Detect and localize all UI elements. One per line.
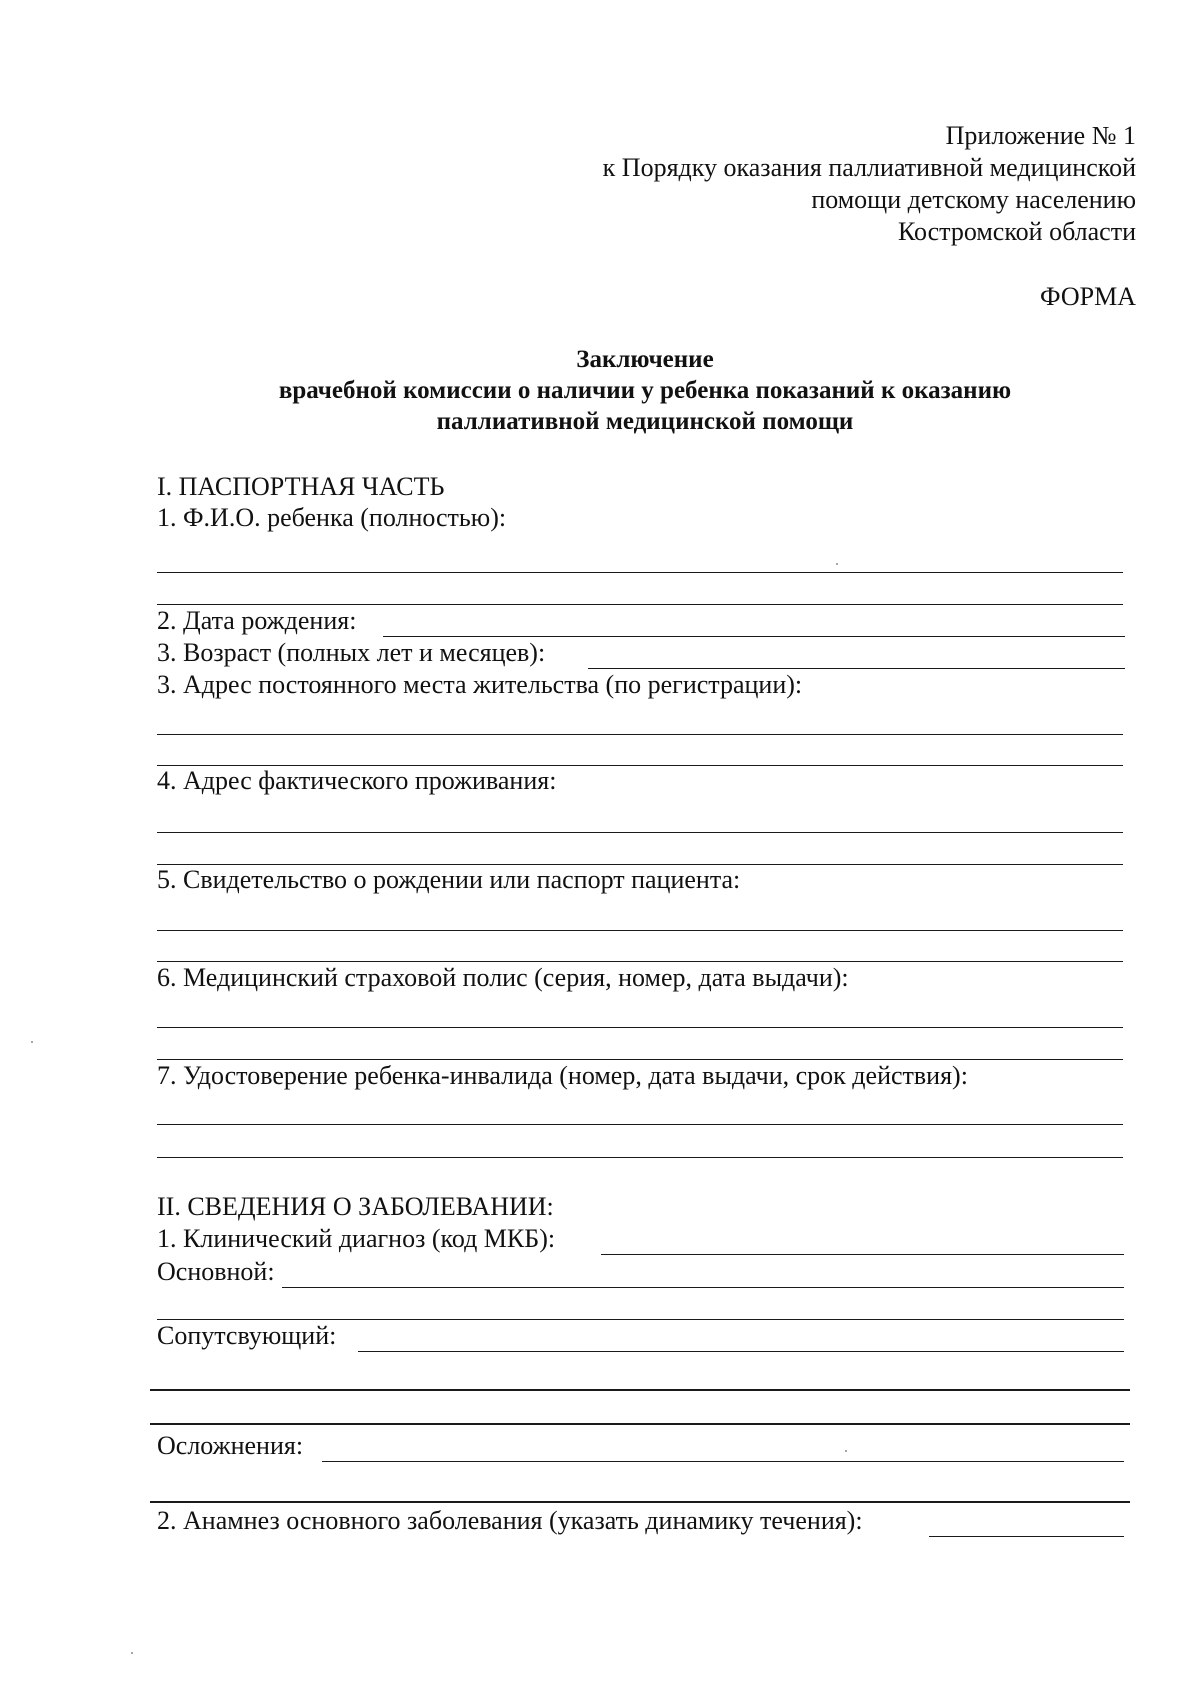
actual-address-label: 4. Адрес фактического проживания: [157, 766, 557, 795]
complications-field-line-1[interactable] [322, 1461, 1124, 1462]
appendix-number: Приложение № 1 [945, 121, 1136, 150]
document-subtitle: врачебной комиссии о наличии у ребенка показаний к оказанию [278, 377, 1012, 404]
concomitant-diagnosis-label: Сопутсвующий: [157, 1321, 337, 1350]
fio-field-line-2[interactable] [157, 604, 1123, 605]
scan-speck [131, 1652, 133, 1654]
concomitant-diagnosis-field-line-2[interactable] [150, 1389, 1130, 1391]
appendix-reference-2: помощи детскому населению [811, 185, 1136, 214]
actual-address-field-line-1[interactable] [157, 832, 1123, 833]
fio-field-line-1[interactable] [157, 572, 1123, 573]
document-subtitle-2: паллиативной медицинской помощи [436, 408, 854, 435]
fio-label: 1. Ф.И.О. ребенка (полностью): [157, 503, 507, 532]
scan-speck [845, 1450, 847, 1452]
insurance-policy-field-line-2[interactable] [157, 1059, 1123, 1060]
anamnesis-field[interactable] [929, 1536, 1124, 1537]
registration-address-label: 3. Адрес постоянного места жительства (по регистрации): [157, 670, 803, 699]
birth-date-field[interactable] [383, 636, 1125, 637]
document-title: Заключение [576, 346, 714, 373]
main-diagnosis-label: Основной: [157, 1257, 275, 1286]
insurance-policy-label: 6. Медицинский страховой полис (серия, номер, дата выдачи): [157, 963, 849, 992]
complications-label: Осложнения: [157, 1431, 304, 1460]
insurance-policy-field-line-1[interactable] [157, 1027, 1123, 1028]
birth-date-label: 2. Дата рождения: [157, 606, 357, 635]
concomitant-diagnosis-field-line-3[interactable] [150, 1423, 1130, 1425]
certificate-label: 5. Свидетельство о рождении или паспорт пациента: [157, 865, 741, 894]
scan-speck [836, 563, 838, 565]
complications-field-line-2[interactable] [150, 1501, 1130, 1503]
disability-certificate-label: 7. Удостоверение ребенка-инвалида (номер, дата выдачи, срок действия): [157, 1061, 968, 1090]
concomitant-diagnosis-field-line-1[interactable] [358, 1351, 1124, 1352]
clinical-diagnosis-label: 1. Клинический диагноз (код МКБ): [157, 1224, 556, 1253]
section-1-heading: I. ПАСПОРТНАЯ ЧАСТЬ [157, 472, 445, 501]
disability-certificate-field-line-2[interactable] [157, 1157, 1123, 1158]
anamnesis-label: 2. Анамнез основного заболевания (указать динамику течения): [157, 1506, 863, 1535]
section-2-heading: II. СВЕДЕНИЯ О ЗАБОЛЕВАНИИ: [157, 1192, 554, 1221]
age-label: 3. Возраст (полных лет и месяцев): [157, 638, 546, 667]
main-diagnosis-field-line-2[interactable] [157, 1319, 1124, 1320]
age-field[interactable] [588, 668, 1125, 669]
appendix-reference: к Порядку оказания паллиативной медицинской [602, 153, 1136, 182]
main-diagnosis-field-line-1[interactable] [282, 1287, 1124, 1288]
scan-speck [31, 1041, 33, 1043]
certificate-field-line-2[interactable] [157, 961, 1123, 962]
certificate-field-line-1[interactable] [157, 930, 1123, 931]
clinical-diagnosis-field[interactable] [601, 1254, 1124, 1255]
appendix-region: Костромской области [897, 217, 1136, 246]
registration-address-field-line-1[interactable] [157, 734, 1123, 735]
form-label: ФОРМА [1040, 282, 1136, 311]
disability-certificate-field-line-1[interactable] [157, 1124, 1123, 1125]
